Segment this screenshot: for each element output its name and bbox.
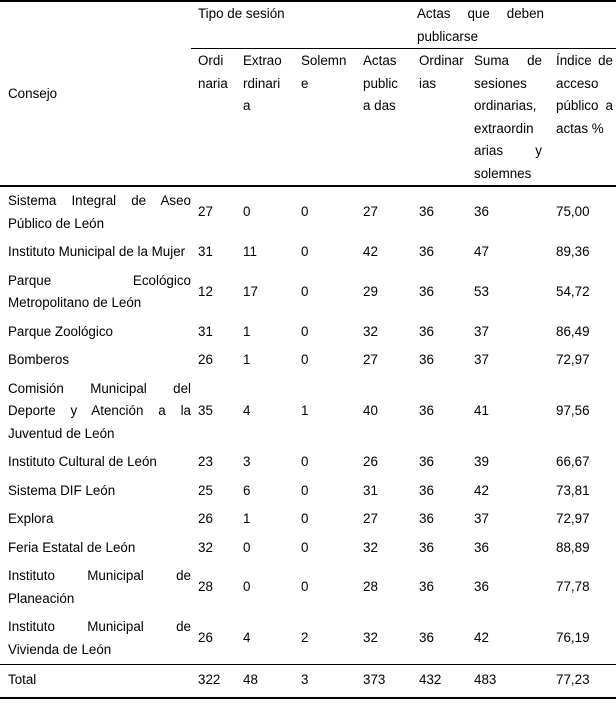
value-cell: 37	[474, 352, 489, 367]
value-cell: 11	[243, 244, 257, 259]
value-cell: 66,67	[556, 454, 590, 469]
table-row	[0, 562, 616, 613]
value-cell: 37	[474, 511, 489, 526]
text-line: Ordi	[198, 53, 224, 68]
text-line: Suma de	[474, 53, 543, 68]
table-row	[0, 375, 616, 449]
value-cell: 32	[363, 323, 378, 339]
value-cell: 29	[363, 283, 378, 299]
consejo-name-cell	[0, 505, 191, 534]
value-cell: 36	[419, 323, 434, 339]
value-cell: 0	[301, 323, 309, 339]
value-cell: 27	[363, 511, 378, 526]
value-cell: 36	[419, 511, 434, 526]
value-cell: 89,36	[556, 244, 590, 259]
table-row	[0, 267, 616, 318]
consejo-name-cell	[0, 186, 191, 238]
group-header-tipo-de-sesion	[191, 1, 356, 49]
column-header-solemne	[294, 49, 356, 187]
value-cell: 32	[363, 630, 378, 646]
group-header-spacer-1	[356, 1, 413, 49]
consejo-name-cell	[0, 562, 191, 613]
group-header-spacer-2	[548, 1, 616, 49]
value-cell: 25	[198, 482, 213, 498]
text-line: Metropolitano de León	[8, 295, 142, 310]
table-row	[0, 505, 616, 534]
value-cell: 17	[243, 283, 258, 299]
consejo-name-cell	[0, 477, 191, 506]
value-cell: 36	[474, 579, 489, 595]
text-line: naria	[198, 75, 228, 91]
text-line: Deporte y Atención a la	[8, 403, 191, 418]
text-line: Ordinar	[419, 53, 464, 68]
value-cell: 42	[474, 482, 489, 498]
consejo-name-cell	[0, 238, 191, 267]
text-line: Explora	[8, 511, 54, 526]
value-cell: 47	[474, 244, 489, 259]
text-line: arias y	[474, 143, 543, 158]
text-line: Vivienda de León	[8, 641, 112, 657]
value-cell: 73,81	[556, 482, 590, 498]
value-cell: 28	[198, 579, 213, 595]
text-line: Extrao	[243, 53, 282, 68]
text-line: Actas	[363, 53, 397, 68]
value-cell: 0	[301, 539, 309, 555]
text-line: Juventud de León	[8, 425, 115, 441]
value-cell: 0	[301, 204, 309, 220]
value-cell: 32	[198, 539, 213, 555]
value-cell: 0	[243, 539, 251, 555]
total-value-suma-sesiones: 483	[469, 665, 548, 698]
text-line: actas %	[556, 120, 604, 136]
text-line: Sistema Integral de Aseo	[8, 193, 191, 208]
table-row	[0, 534, 616, 563]
text-line: a das	[363, 98, 396, 113]
value-cell: 2	[301, 630, 309, 646]
text-line: Instituto Municipal de	[8, 568, 191, 583]
total-value-ordinarias: 432	[413, 665, 469, 698]
value-cell: 0	[301, 482, 309, 498]
text-line: Planeación	[8, 590, 75, 606]
value-cell: 0	[301, 244, 309, 259]
table-header	[0, 1, 616, 186]
text-line: Solemn	[301, 53, 347, 68]
table-row	[0, 318, 616, 347]
value-cell: 4	[243, 630, 251, 646]
value-cell: 31	[363, 482, 378, 498]
column-header-ordinaria	[191, 49, 237, 187]
value-cell: 72,97	[556, 352, 590, 367]
value-cell: 54,72	[556, 283, 590, 299]
total-value-ordinaria: 322	[191, 665, 237, 698]
value-cell: 42	[474, 630, 489, 646]
text-line: Sistema DIF León	[8, 482, 116, 498]
value-cell: 97,56	[556, 403, 590, 418]
table-footer	[0, 665, 616, 698]
table-row	[0, 346, 616, 375]
value-cell: 1	[243, 352, 251, 367]
value-cell: 23	[198, 454, 213, 469]
total-value-indice-acceso: 77,23	[548, 665, 616, 698]
value-cell: 36	[419, 454, 434, 469]
value-cell: 1	[301, 403, 309, 418]
value-cell: 36	[419, 244, 434, 259]
table-row	[0, 613, 616, 665]
value-cell: 75,00	[556, 204, 590, 220]
value-cell: 12	[198, 283, 213, 299]
text-line: público a	[556, 98, 614, 113]
value-cell: 31	[198, 244, 213, 259]
value-cell: 77,78	[556, 579, 590, 595]
value-cell: 72,97	[556, 511, 590, 526]
value-cell: 41	[474, 403, 489, 418]
text-line: Instituto Municipal de la Mujer	[8, 244, 186, 259]
value-cell: 36	[419, 579, 434, 595]
consejo-name-cell	[0, 318, 191, 347]
value-cell: 37	[474, 323, 489, 339]
text-line: Instituto Municipal de	[8, 619, 191, 634]
consejo-name-cell	[0, 448, 191, 477]
text-line: Actas que deben	[417, 6, 545, 21]
table-row	[0, 238, 616, 267]
value-cell: 76,19	[556, 630, 590, 646]
value-cell: 42	[363, 244, 378, 259]
column-header-extraordinaria	[237, 49, 294, 187]
value-cell: 0	[243, 579, 251, 595]
text-line: publicarse	[417, 28, 479, 44]
value-cell: 0	[301, 454, 309, 469]
value-cell: 31	[198, 323, 213, 339]
table-body	[0, 186, 616, 665]
value-cell: 4	[243, 403, 251, 418]
table-row	[0, 477, 616, 506]
value-cell: 27	[363, 204, 378, 220]
value-cell: 26	[363, 454, 378, 469]
value-cell: 40	[363, 403, 378, 418]
value-cell: 36	[419, 204, 434, 220]
value-cell: 26	[198, 352, 213, 367]
text-line: Bomberos	[8, 352, 70, 367]
column-header-suma-sesiones	[469, 49, 548, 187]
value-cell: 26	[198, 511, 213, 526]
text-line: Tipo de sesión	[198, 6, 285, 21]
value-cell: 6	[243, 482, 251, 498]
value-cell: 39	[474, 454, 489, 469]
consejo-name-cell	[0, 534, 191, 563]
value-cell: 53	[474, 283, 489, 299]
text-line: public	[363, 75, 398, 91]
value-cell: 0	[301, 352, 309, 367]
value-cell: 36	[419, 283, 434, 299]
text-line: sesiones	[474, 75, 527, 91]
group-header-actas-que-deben-publicarse	[413, 1, 548, 49]
total-value-extraordinaria: 48	[237, 665, 294, 698]
total-row	[0, 665, 616, 698]
text-line: Comisión Municipal del	[8, 380, 191, 396]
value-cell: 36	[474, 204, 489, 220]
text-line: e	[301, 75, 309, 91]
consejo-name-cell	[0, 613, 191, 665]
text-line: Índice de	[556, 53, 614, 68]
total-value-solemne: 3	[294, 665, 356, 698]
text-line: extraordin	[474, 120, 534, 136]
value-cell: 36	[419, 352, 434, 367]
value-cell: 36	[419, 630, 434, 646]
value-cell: 88,89	[556, 539, 590, 555]
value-cell: 36	[474, 539, 489, 555]
value-cell: 0	[243, 204, 251, 220]
group-header-row	[0, 1, 616, 49]
text-line: Parque Ecológico	[8, 272, 191, 288]
total-label: Total	[0, 665, 191, 698]
consejo-name-cell	[0, 267, 191, 318]
column-header-ordinarias	[413, 49, 469, 187]
text-line: rdinari	[243, 75, 281, 91]
value-cell: 36	[419, 403, 434, 418]
text-line: Parque Zoológico	[8, 323, 113, 339]
value-cell: 3	[243, 454, 251, 469]
column-header-actas-publicadas	[356, 49, 413, 187]
table-row	[0, 448, 616, 477]
text-line: Feria Estatal de León	[8, 539, 136, 555]
consejo-name-cell	[0, 375, 191, 449]
text-line: a	[243, 98, 251, 113]
value-cell: 1	[243, 323, 251, 339]
value-cell: 28	[363, 579, 378, 595]
text-line: Instituto Cultural de León	[8, 454, 157, 469]
value-cell: 86,49	[556, 323, 590, 339]
value-cell: 0	[301, 579, 309, 595]
text-line: solemnes	[474, 165, 532, 181]
text-line: ordinarias,	[474, 98, 537, 113]
value-cell: 27	[198, 204, 213, 220]
text-line: acceso	[556, 75, 599, 91]
value-cell: 35	[198, 403, 213, 418]
value-cell: 0	[301, 283, 309, 299]
column-header-consejo: Consejo	[0, 1, 191, 186]
value-cell: 26	[198, 630, 213, 646]
text-line: ias	[419, 75, 437, 91]
text-line: Público de León	[8, 215, 105, 231]
total-value-actas-publicadas: 373	[356, 665, 413, 698]
value-cell: 0	[301, 511, 309, 526]
value-cell: 27	[363, 352, 378, 367]
value-cell: 36	[419, 482, 434, 498]
value-cell: 1	[243, 511, 251, 526]
value-cell: 36	[419, 539, 434, 555]
value-cell: 32	[363, 539, 378, 555]
column-header-indice-acceso	[548, 49, 616, 187]
consejo-name-cell	[0, 346, 191, 375]
table-row	[0, 186, 616, 238]
